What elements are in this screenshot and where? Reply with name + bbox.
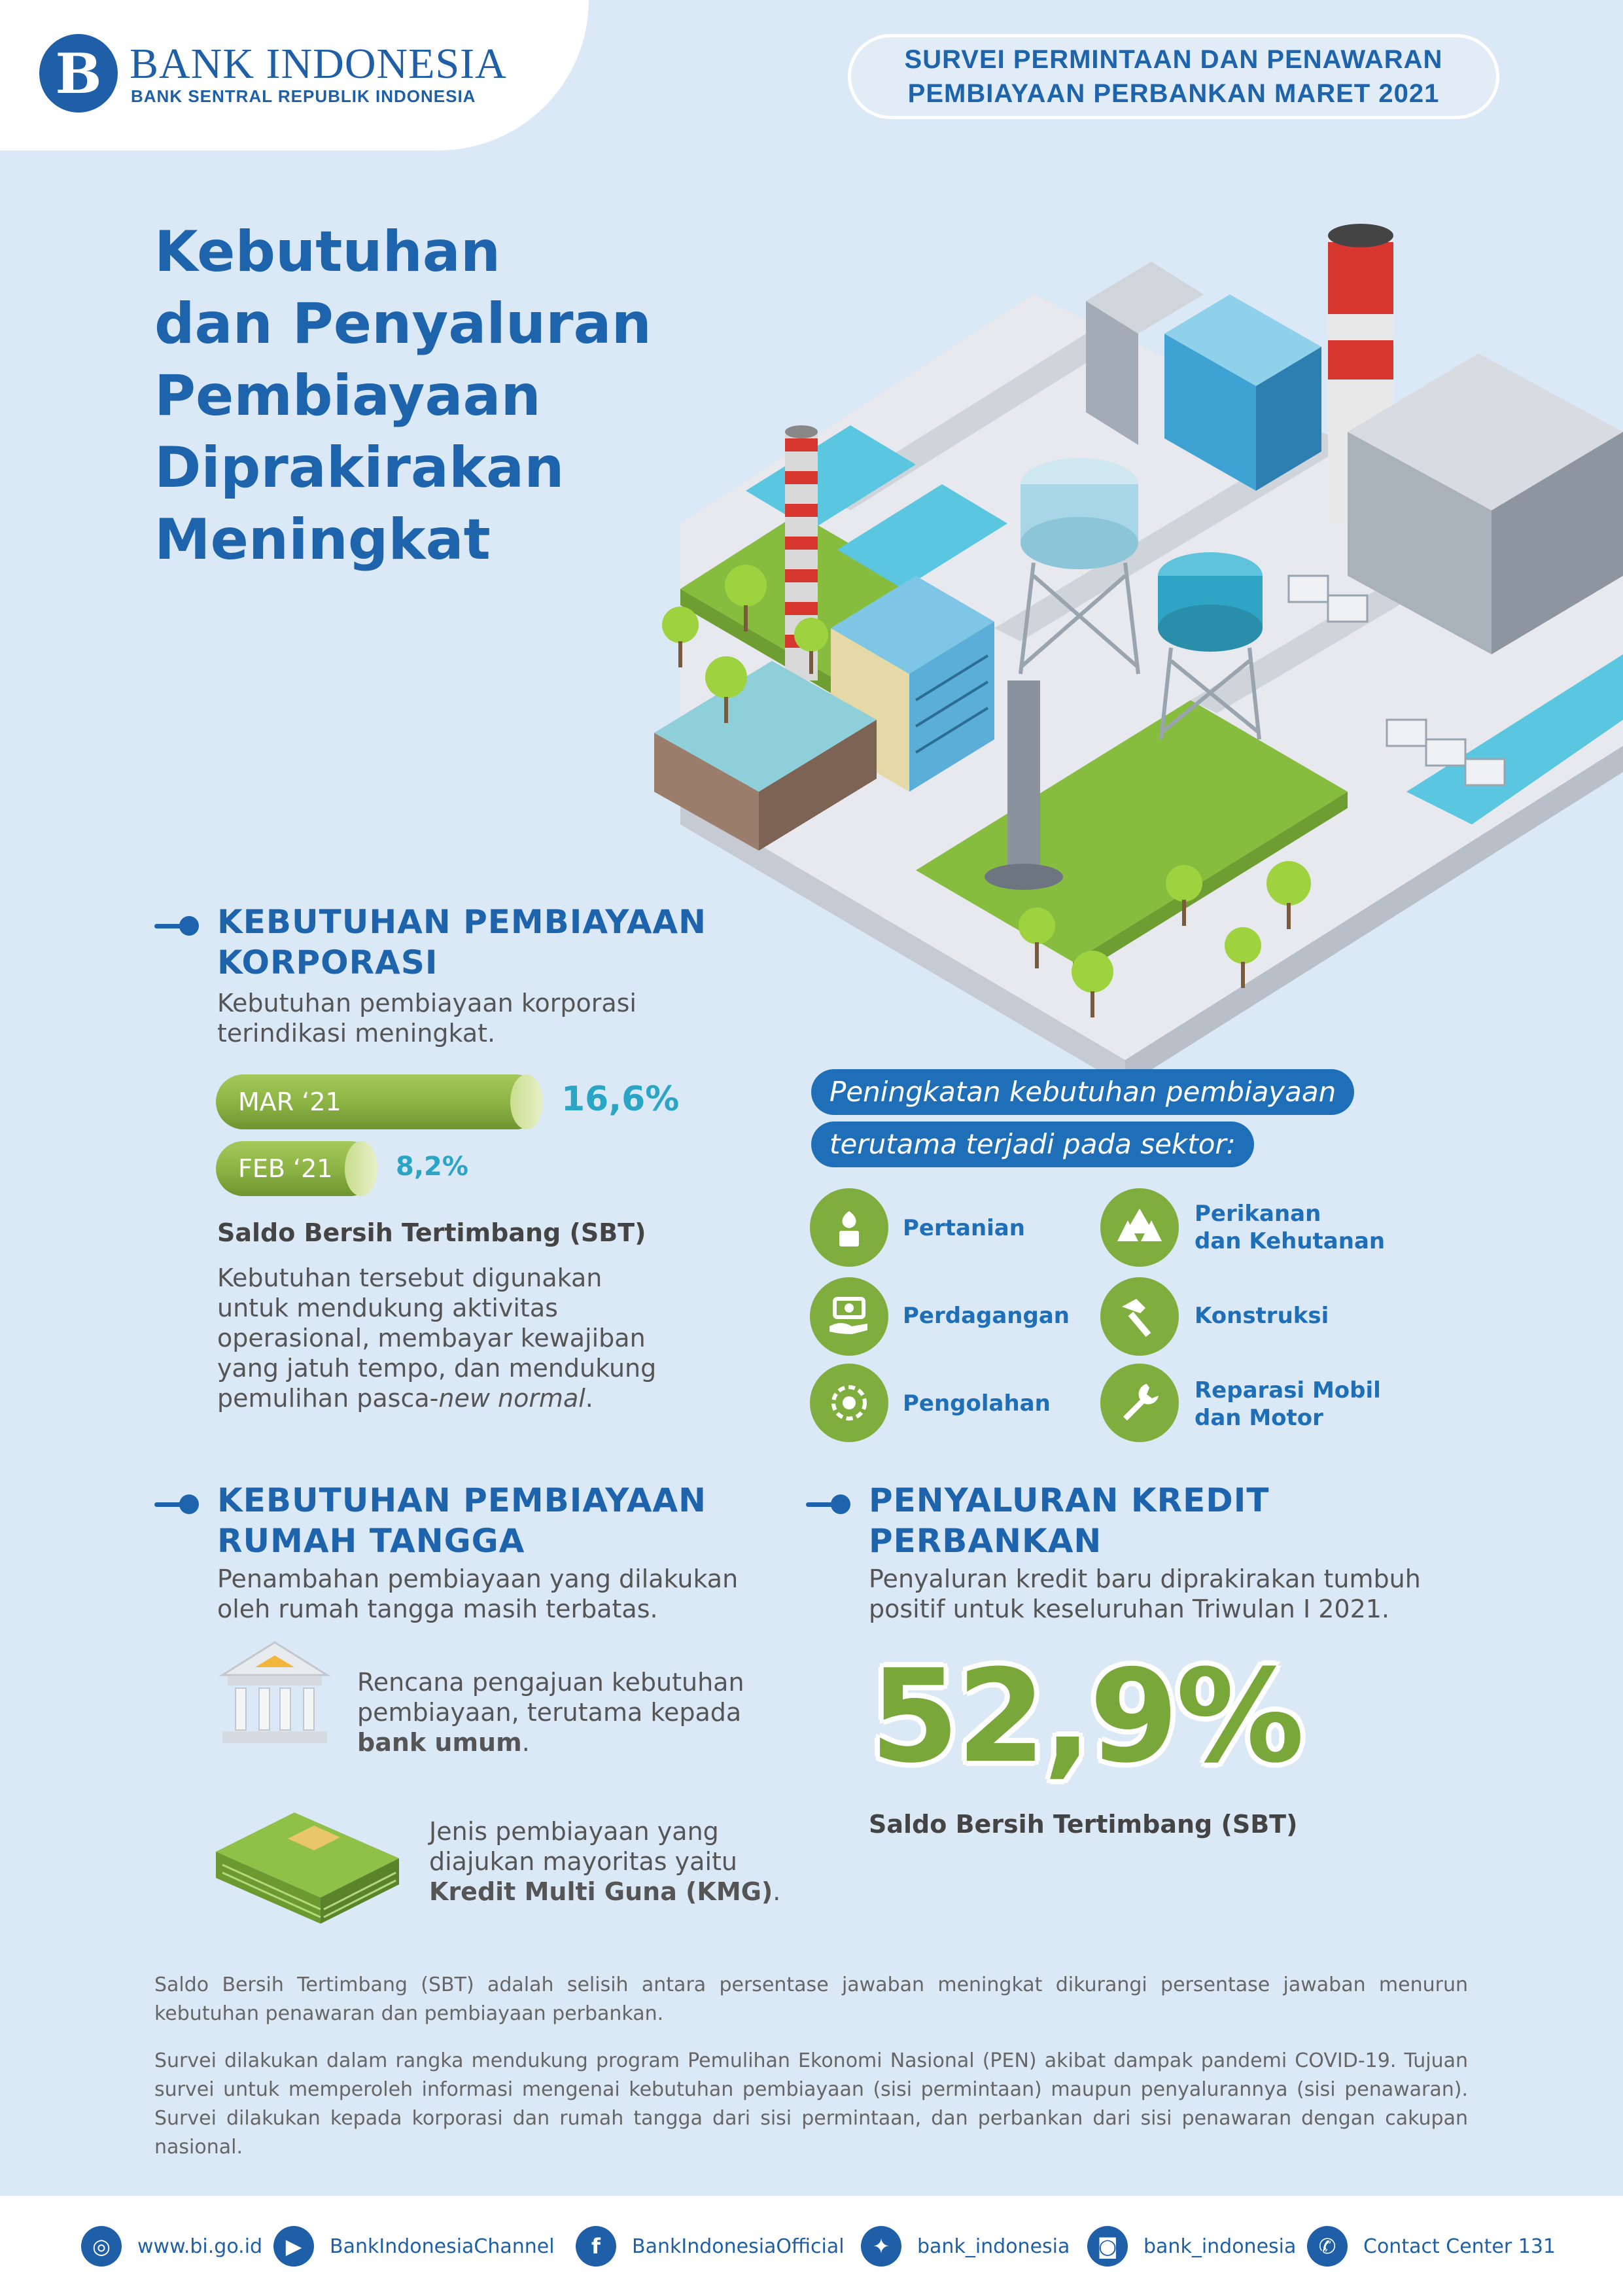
logo-panel bbox=[0, 0, 589, 150]
survey-line-2: PEMBIAYAAN PERBANKAN MARET 2021 bbox=[907, 79, 1440, 108]
credit-growth-value: 52,9% bbox=[870, 1642, 1302, 1792]
household-heading-line-1: KEBUTUHAN PEMBIAYAAN bbox=[217, 1481, 707, 1519]
bar-label: FEB ‘21 bbox=[238, 1154, 333, 1183]
youtube-icon: ▶ bbox=[273, 2226, 314, 2267]
globe-icon: ◎ bbox=[81, 2226, 122, 2267]
bar-mar-21 bbox=[216, 1074, 543, 1129]
corporate-intro-line: Kebutuhan pembiayaan korporasi bbox=[217, 989, 637, 1017]
bullet-icon bbox=[154, 913, 200, 940]
bank-building-icon bbox=[209, 1636, 340, 1754]
corporate-heading bbox=[154, 902, 707, 983]
footer-website[interactable]: ◎ www.bi.go.id bbox=[81, 2226, 262, 2267]
household-heading-line-2: RUMAH TANGGA bbox=[217, 1522, 525, 1560]
credit-heading bbox=[806, 1480, 1270, 1561]
bar-label: MAR ‘21 bbox=[238, 1087, 341, 1116]
headline-line: Meningkat bbox=[154, 507, 491, 573]
footnote-sbt: Saldo Bersih Tertimbang (SBT) adalah selisih antara persentase jawaban meningkat dikurangi persentase jawaban menurun kebutuhan penawaran dan pembiayaan perbankan. bbox=[154, 1973, 1468, 2025]
bank-indonesia-logo-icon: B bbox=[39, 34, 118, 113]
survey-line-1: SURVEI PERMINTAAN DAN PENAWARAN bbox=[904, 45, 1443, 74]
sector-label-pertanian: Pertanian bbox=[903, 1215, 1025, 1241]
hammer-icon bbox=[1100, 1277, 1179, 1356]
footnote-survey: Survei dilakukan dalam rangka mendukung program Pemulihan Ekonomi Nasional (PEN) akibat dampak pandemi COVID-19. Tujuan survei untuk memperoleh informasi mengenai kebutuhan pembiayaan (sisi permintaan) maupun penyalurannya (sisi penawaran). Survei dilakukan kepada korporasi dan rumah tangga dari sisi permintaan, dan perbankan dari sisi penawaran dengan cakupan nasional. bbox=[154, 2049, 1468, 2159]
description-line: yang jatuh tempo, dan mendukung bbox=[217, 1354, 657, 1383]
corporate-heading-line-1: KEBUTUHAN PEMBIAYAAN bbox=[217, 903, 707, 941]
industrial-area-illustration bbox=[628, 183, 1623, 1086]
bar-value-feb-21: 8,2% bbox=[396, 1152, 468, 1182]
sector-label-pengolahan: Pengolahan bbox=[903, 1390, 1051, 1417]
household-bank-text: Rencana pengajuan kebutuhan pembiayaan, terutama kepada bank umum. bbox=[357, 1668, 744, 1757]
credit-intro: Penyaluran kredit baru diprakirakan tumbuh positif untuk keseluruhan Triwulan I 2021. bbox=[869, 1564, 1421, 1623]
footer-twitter[interactable]: ✦ bank_indonesia bbox=[861, 2226, 1070, 2267]
footer-contact[interactable]: ✆ Contact Center 131 bbox=[1307, 2226, 1556, 2267]
twitter-icon: ✦ bbox=[861, 2226, 901, 2267]
survey-badge bbox=[848, 34, 1499, 119]
headline-line: Diprakirakan bbox=[154, 435, 565, 501]
household-intro bbox=[217, 1564, 738, 1624]
sector-label-konstruksi: Konstruksi bbox=[1195, 1303, 1329, 1329]
corporate-sbt-label: Saldo Bersih Tertimbang (SBT) bbox=[217, 1218, 646, 1247]
corporate-intro-line: terindikasi meningkat. bbox=[217, 1019, 496, 1048]
corporate-heading-line-2: KORPORASI bbox=[217, 944, 438, 981]
facebook-icon: f bbox=[576, 2226, 616, 2267]
headline-line: dan Penyaluran bbox=[154, 291, 652, 357]
headline-line: Kebutuhan bbox=[154, 219, 501, 285]
description-line: untuk mendukung aktivitas bbox=[217, 1294, 558, 1322]
description-line: operasional, membayar kewajiban bbox=[217, 1324, 646, 1352]
bullet-icon bbox=[806, 1492, 852, 1518]
phone-icon: ✆ bbox=[1307, 2226, 1348, 2267]
household-intro-line: Penambahan pembiayaan yang dilakukan bbox=[217, 1564, 739, 1593]
credit-heading-line-2: PERBANKAN bbox=[869, 1522, 1102, 1560]
forest-icon bbox=[1100, 1188, 1179, 1267]
footer-youtube[interactable]: ▶ BankIndonesiaChannel bbox=[273, 2226, 555, 2267]
sector-label-perikanan: Perikanan dan Kehutanan bbox=[1195, 1201, 1386, 1254]
corporate-description bbox=[217, 1263, 656, 1413]
wrench-icon bbox=[1100, 1364, 1179, 1442]
footer-facebook[interactable]: f BankIndonesiaOfficial bbox=[576, 2226, 845, 2267]
money-stack-icon bbox=[209, 1793, 406, 1924]
bar-value-mar-21: 16,6% bbox=[561, 1080, 680, 1119]
headline-line: Pembiayaan bbox=[154, 363, 541, 429]
household-money-text: Jenis pembiayaan yang diajukan mayoritas yaitu Kredit Multi Guna (KMG). bbox=[429, 1817, 781, 1906]
corporate-intro bbox=[217, 988, 637, 1048]
household-heading bbox=[154, 1480, 707, 1561]
footer-instagram[interactable]: ◙ bank_indonesia bbox=[1087, 2226, 1296, 2267]
logo-title: BANK INDONESIA bbox=[130, 40, 507, 88]
credit-heading-line-1: PENYALURAN KREDIT bbox=[869, 1481, 1270, 1519]
bar-feb-21 bbox=[216, 1141, 377, 1196]
trade-icon bbox=[810, 1277, 888, 1356]
sector-pill-line-1: Peningkatan kebutuhan pembiayaan bbox=[811, 1069, 1354, 1115]
bullet-icon bbox=[154, 1492, 200, 1518]
plant-icon bbox=[810, 1188, 888, 1267]
gear-icon bbox=[810, 1364, 888, 1442]
description-line: Kebutuhan tersebut digunakan bbox=[217, 1263, 602, 1292]
footer bbox=[0, 2196, 1623, 2296]
credit-sbt-label: Saldo Bersih Tertimbang (SBT) bbox=[869, 1810, 1298, 1839]
instagram-icon: ◙ bbox=[1087, 2226, 1128, 2267]
sector-pill-line-2: terutama terjadi pada sektor: bbox=[811, 1122, 1254, 1167]
description-line: pemulihan pasca-new normal. bbox=[217, 1384, 593, 1413]
household-intro-line: oleh rumah tangga masih terbatas. bbox=[217, 1595, 658, 1623]
sector-label-reparasi: Reparasi Mobil dan Motor bbox=[1195, 1377, 1381, 1431]
logo-subtitle: BANK SENTRAL REPUBLIK INDONESIA bbox=[131, 86, 476, 106]
sector-label-perdagangan: Perdagangan bbox=[903, 1303, 1070, 1329]
